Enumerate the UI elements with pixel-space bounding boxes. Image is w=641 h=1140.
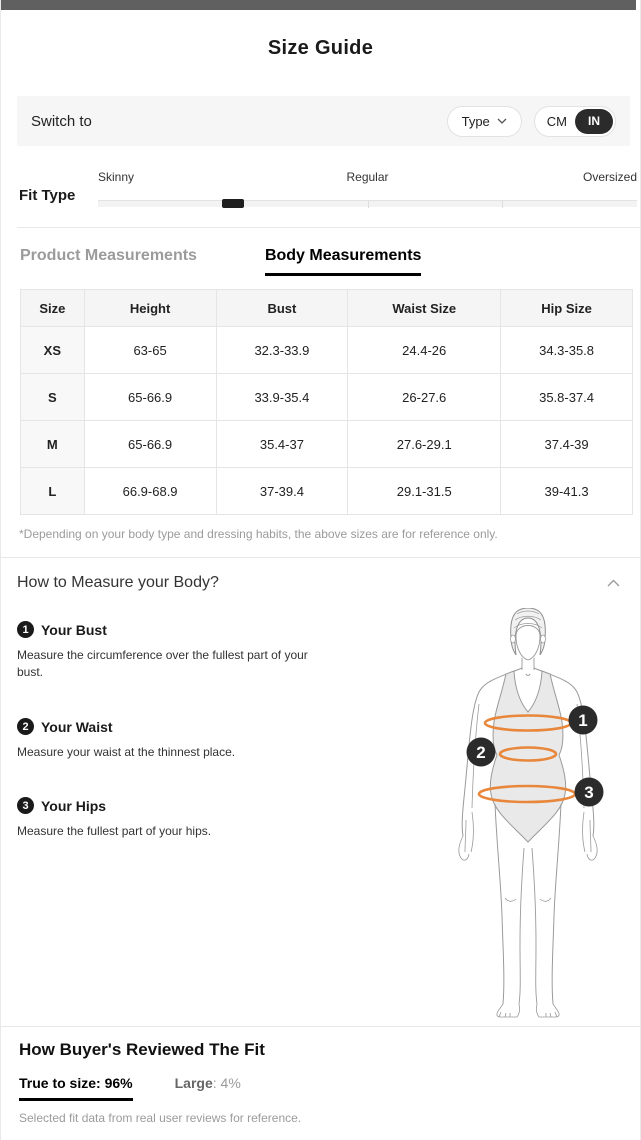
- slider-tick: [368, 201, 369, 208]
- fit-option-true-to-size[interactable]: [19, 1075, 133, 1101]
- cell-hip: 39-41.3: [501, 468, 633, 515]
- switch-bar: [17, 96, 630, 146]
- unit-cm-label[interactable]: CM: [546, 113, 567, 129]
- cell-waist: 26-27.6: [348, 374, 501, 421]
- measure-item-hips: [17, 797, 329, 840]
- tab-body-measurements[interactable]: Body Measurements: [265, 247, 422, 276]
- cell-size: M: [21, 421, 85, 468]
- cell-hip: 34.3-35.8: [501, 327, 633, 374]
- fit-type-slider-marker[interactable]: [222, 199, 244, 208]
- fit-option-skinny: Skinny: [98, 170, 135, 184]
- cell-bust: 37-39.4: [216, 468, 348, 515]
- cell-height: 65-66.9: [84, 374, 216, 421]
- fit-type-row: [1, 170, 640, 214]
- buyer-review-heading: How Buyer's Reviewed The Fit: [19, 1040, 265, 1059]
- cell-hip: 37.4-39: [501, 421, 633, 468]
- table-row: [21, 468, 633, 515]
- unit-toggle[interactable]: [534, 106, 616, 137]
- slider-tick: [502, 201, 503, 208]
- step-1-badge: 1: [17, 621, 34, 638]
- chevron-down-icon: [497, 118, 507, 124]
- table-row: [21, 374, 633, 421]
- col-header-height: Height: [84, 290, 216, 327]
- cell-height: 66.9-68.9: [84, 468, 216, 515]
- how-to-measure-title: How to Measure your Body?: [17, 574, 219, 591]
- fit-option-sep: :: [212, 1075, 221, 1091]
- figure-badge-1: [569, 706, 598, 735]
- how-to-measure-section: [1, 558, 640, 1026]
- measure-item-desc: Measure the fullest part of your hips.: [17, 824, 212, 838]
- cell-height: 65-66.9: [84, 421, 216, 468]
- svg-text:2: 2: [476, 743, 486, 762]
- measure-item-title: Your Bust: [41, 621, 107, 638]
- fit-option-large[interactable]: [175, 1075, 241, 1101]
- cell-waist: 27.6-29.1: [348, 421, 501, 468]
- fit-type-label: Fit Type: [19, 187, 76, 204]
- svg-text:3: 3: [584, 783, 594, 802]
- cell-size: XS: [21, 327, 85, 374]
- measure-item-desc: Measure the circumference over the fullest part of your bust.: [17, 648, 308, 679]
- size-table: [20, 289, 633, 515]
- figure-badge-2: [467, 738, 496, 767]
- measurement-tabs: [20, 247, 640, 276]
- switch-to-label: Switch to: [31, 112, 92, 130]
- table-footnote: *Depending on your body type and dressing habits, the above sizes are for reference only.: [19, 527, 498, 541]
- body-measurement-figure: [439, 608, 640, 1020]
- cell-waist: 29.1-31.5: [348, 468, 501, 515]
- unit-in-selected[interactable]: IN: [575, 109, 613, 134]
- fit-option-label: Large: [174, 1075, 213, 1091]
- fit-option-oversized: Oversized: [582, 170, 638, 184]
- col-header-bust: Bust: [216, 290, 348, 327]
- cell-bust: 33.9-35.4: [216, 374, 348, 421]
- step-3-badge: 3: [17, 797, 34, 814]
- fit-option-value: 96%: [104, 1075, 133, 1091]
- buyer-review-section: [1, 1027, 640, 1125]
- fit-option-sep: :: [96, 1075, 105, 1091]
- type-dropdown-label: Type: [461, 113, 490, 129]
- measure-item-title: Your Hips: [41, 797, 107, 814]
- measure-item-waist: [17, 718, 329, 761]
- cell-bust: 35.4-37: [216, 421, 348, 468]
- cell-size: S: [21, 374, 85, 421]
- fit-option-label: True to size: [19, 1075, 97, 1091]
- buyer-review-note: Selected fit data from real user reviews for reference.: [19, 1111, 302, 1125]
- cell-bust: 32.3-33.9: [216, 327, 348, 374]
- svg-text:1: 1: [578, 711, 588, 730]
- fit-option-value: 4%: [220, 1075, 241, 1091]
- page-title: Size Guide: [267, 37, 374, 59]
- fit-option-regular: Regular: [346, 170, 389, 184]
- measure-item-title: Your Waist: [41, 718, 113, 735]
- table-row: [21, 327, 633, 374]
- cell-height: 63-65: [84, 327, 216, 374]
- type-dropdown-button[interactable]: [447, 106, 522, 137]
- measure-item-desc: Measure your waist at the thinnest place.: [17, 745, 236, 759]
- step-2-badge: 2: [17, 718, 34, 735]
- cell-waist: 24.4-26: [348, 327, 501, 374]
- chevron-up-icon: [607, 579, 620, 587]
- top-dark-bar: [1, 0, 636, 10]
- how-to-measure-header[interactable]: [1, 558, 640, 592]
- figure-badge-3: [575, 778, 604, 807]
- col-header-size: Size: [21, 290, 85, 327]
- tab-product-measurements[interactable]: Product Measurements: [20, 247, 197, 264]
- divider: [17, 227, 640, 228]
- cell-hip: 35.8-37.4: [501, 374, 633, 421]
- col-header-waist: Waist Size: [348, 290, 501, 327]
- table-row: [21, 421, 633, 468]
- cell-size: L: [21, 468, 85, 515]
- measure-item-bust: [17, 621, 329, 681]
- col-header-hip: Hip Size: [501, 290, 633, 327]
- fit-type-slider-track[interactable]: [98, 200, 637, 207]
- table-header-row: [21, 290, 633, 327]
